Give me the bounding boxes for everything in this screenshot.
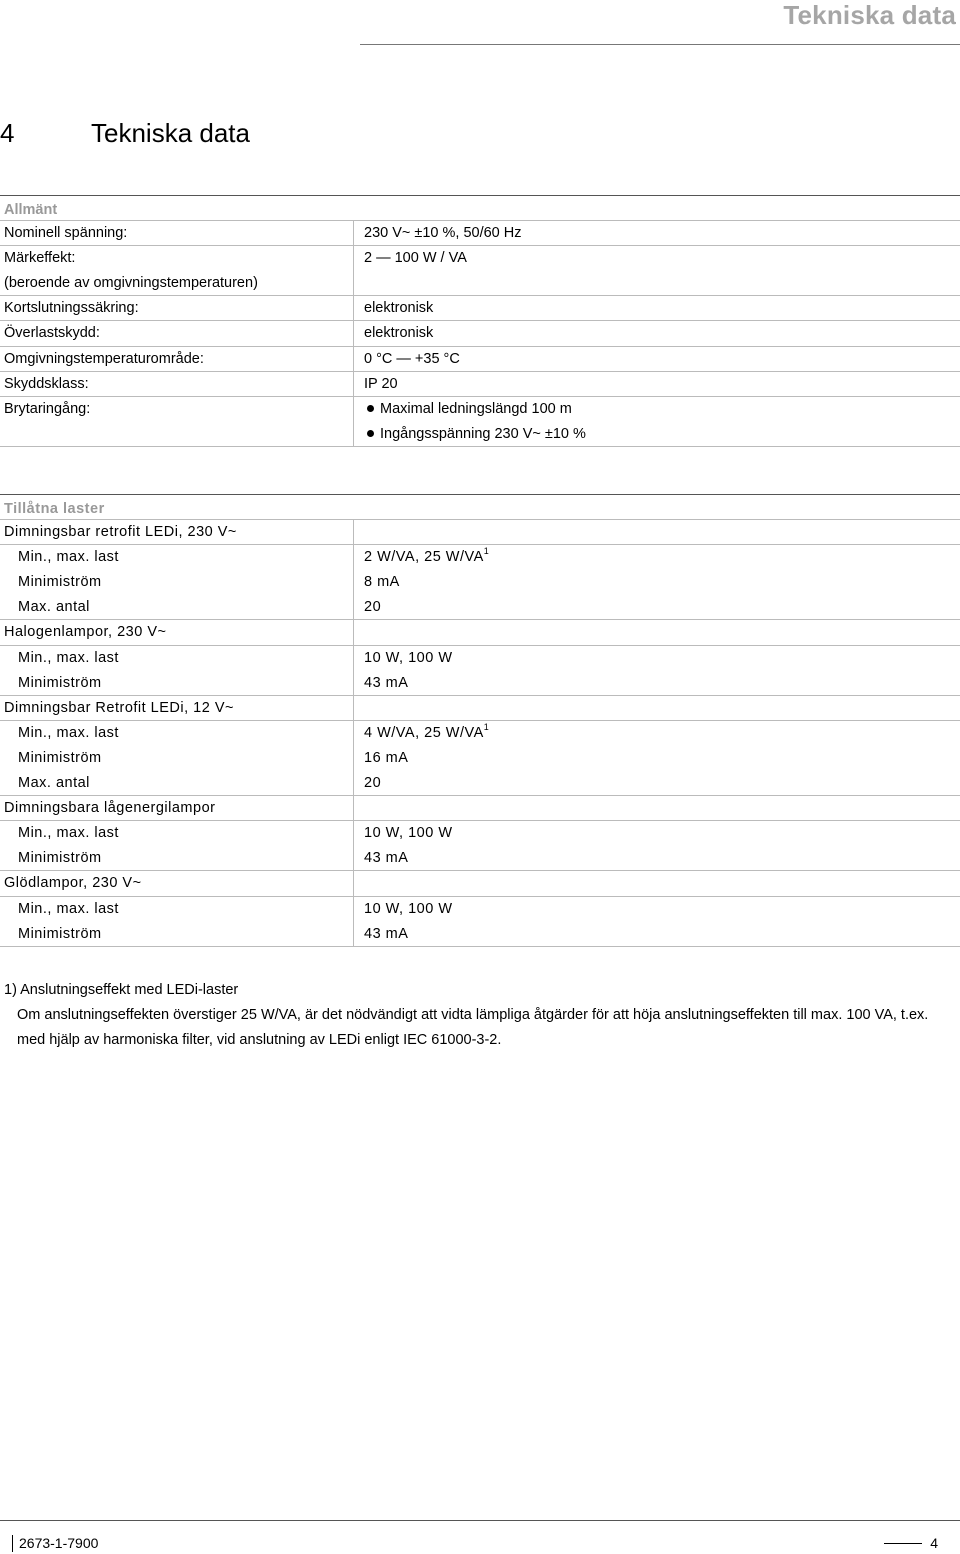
page-number-text: 4 <box>930 1535 938 1551</box>
table-row <box>0 296 960 321</box>
page-number <box>884 1535 938 1552</box>
table-row <box>0 771 960 796</box>
spec-value: 2 — 100 W / VA <box>364 250 467 267</box>
table-row <box>0 595 960 620</box>
table-row <box>0 372 960 397</box>
load-label: Minimiström <box>18 674 102 691</box>
table-row <box>0 620 960 645</box>
general-title: Allmänt <box>4 202 58 218</box>
load-category: Halogenlampor, 230 V~ <box>4 624 167 641</box>
spec-label: Omgivningstemperaturområde: <box>4 350 204 367</box>
load-value: 20 <box>364 775 382 792</box>
load-value: 16 mA <box>364 749 409 766</box>
table-title-row <box>0 495 960 520</box>
load-label: Max. antal <box>18 775 90 792</box>
spec-value-text: Maximal ledningslängd 100 m <box>380 400 572 417</box>
load-value: 10 W, 100 W <box>364 825 453 842</box>
section-number: 4 <box>0 118 15 148</box>
load-value <box>364 721 489 746</box>
load-value <box>364 545 489 570</box>
load-label: Max. antal <box>18 599 90 616</box>
load-label: Min., max. last <box>18 549 119 566</box>
table-row <box>0 347 960 372</box>
spec-label: Skyddsklass: <box>4 375 89 392</box>
table-row <box>0 545 960 570</box>
spec-value: 0 °C — +35 °C <box>364 350 460 367</box>
load-value-text: 2 W/VA, 25 W/VA <box>364 549 484 566</box>
loads-table <box>0 494 960 947</box>
load-category: Dimningsbar Retrofit LEDi, 12 V~ <box>4 699 234 716</box>
load-value-text: 4 W/VA, 25 W/VA <box>364 724 484 741</box>
load-label: Minimiström <box>18 925 102 942</box>
table-row <box>0 897 960 922</box>
load-value: 10 W, 100 W <box>364 900 453 917</box>
running-header: Tekniska data <box>783 0 956 30</box>
load-label: Min., max. last <box>18 649 119 666</box>
bullet-icon <box>367 405 374 412</box>
table-row <box>0 721 960 746</box>
spec-value: elektronisk <box>364 300 434 317</box>
document-number: 2673-1-7900 <box>12 1535 98 1552</box>
load-label: Min., max. last <box>18 724 119 741</box>
table-row <box>0 846 960 871</box>
spec-label: Nominell spänning: <box>4 225 128 242</box>
table-row <box>0 821 960 846</box>
load-category: Dimningsbara lågenergilampor <box>4 800 216 817</box>
load-value: 43 mA <box>364 850 409 867</box>
table-row <box>0 746 960 771</box>
table-row <box>0 221 960 246</box>
footnote-ref: 1 <box>483 546 490 557</box>
footnote-ref: 1 <box>483 721 490 732</box>
load-label: Min., max. last <box>18 825 119 842</box>
general-specs-table <box>0 195 960 447</box>
spec-value: IP 20 <box>364 375 398 392</box>
table-row <box>0 570 960 595</box>
footnote <box>4 978 954 1053</box>
spec-value <box>364 422 586 447</box>
loads-title: Tillåtna laster <box>4 501 105 517</box>
load-category: Dimningsbar retrofit LEDi, 230 V~ <box>4 524 237 541</box>
table-row <box>0 871 960 896</box>
spec-value-text: Ingångsspänning 230 V~ ±10 % <box>380 425 586 442</box>
load-value: 43 mA <box>364 674 409 691</box>
load-label: Minimiström <box>18 749 102 766</box>
load-label: Min., max. last <box>18 900 119 917</box>
page-number-dash <box>884 1543 922 1544</box>
load-value: 20 <box>364 599 382 616</box>
load-category: Glödlampor, 230 V~ <box>4 875 142 892</box>
footnote-title: 1) Anslutningseffekt med LEDi-laster <box>4 982 239 998</box>
table-row <box>0 321 960 346</box>
table-row <box>0 422 960 447</box>
footer-rule <box>0 1520 960 1521</box>
spec-value: elektronisk <box>364 325 434 342</box>
table-row <box>0 397 960 422</box>
load-value: 10 W, 100 W <box>364 649 453 666</box>
load-label: Minimiström <box>18 850 102 867</box>
spec-label: Kortslutningssäkring: <box>4 300 139 317</box>
spec-value: 230 V~ ±10 %, 50/60 Hz <box>364 225 522 242</box>
table-row <box>0 922 960 947</box>
spec-label: Överlastskydd: <box>4 325 100 342</box>
table-row <box>0 646 960 671</box>
spec-label: Brytaringång: <box>4 400 91 417</box>
spec-label: (beroende av omgivningstemperaturen) <box>4 275 258 292</box>
table-row <box>0 671 960 696</box>
footnote-body: Om anslutningseffekten överstiger 25 W/VA, är det nödvändigt att vidta lämpliga åtgärder för att höja anslutningseffekten till max. 100 VA, t.ex. med hjälp av harmoniska filter, vid anslutning av LEDi enligt IEC 61000-3-2. <box>17 1007 929 1048</box>
section-title: Tekniska data <box>91 118 250 148</box>
table-row <box>0 796 960 821</box>
table-row <box>0 696 960 721</box>
load-value: 8 mA <box>364 574 400 591</box>
load-value: 43 mA <box>364 925 409 942</box>
table-row <box>0 271 960 296</box>
table-title-row <box>0 196 960 221</box>
header-rule <box>360 44 960 45</box>
spec-label: Märkeffekt: <box>4 250 76 267</box>
load-label: Minimiström <box>18 574 102 591</box>
section-heading <box>0 118 250 149</box>
table-row <box>0 520 960 545</box>
spec-value <box>364 397 572 422</box>
table-row <box>0 246 960 271</box>
bullet-icon <box>367 430 374 437</box>
